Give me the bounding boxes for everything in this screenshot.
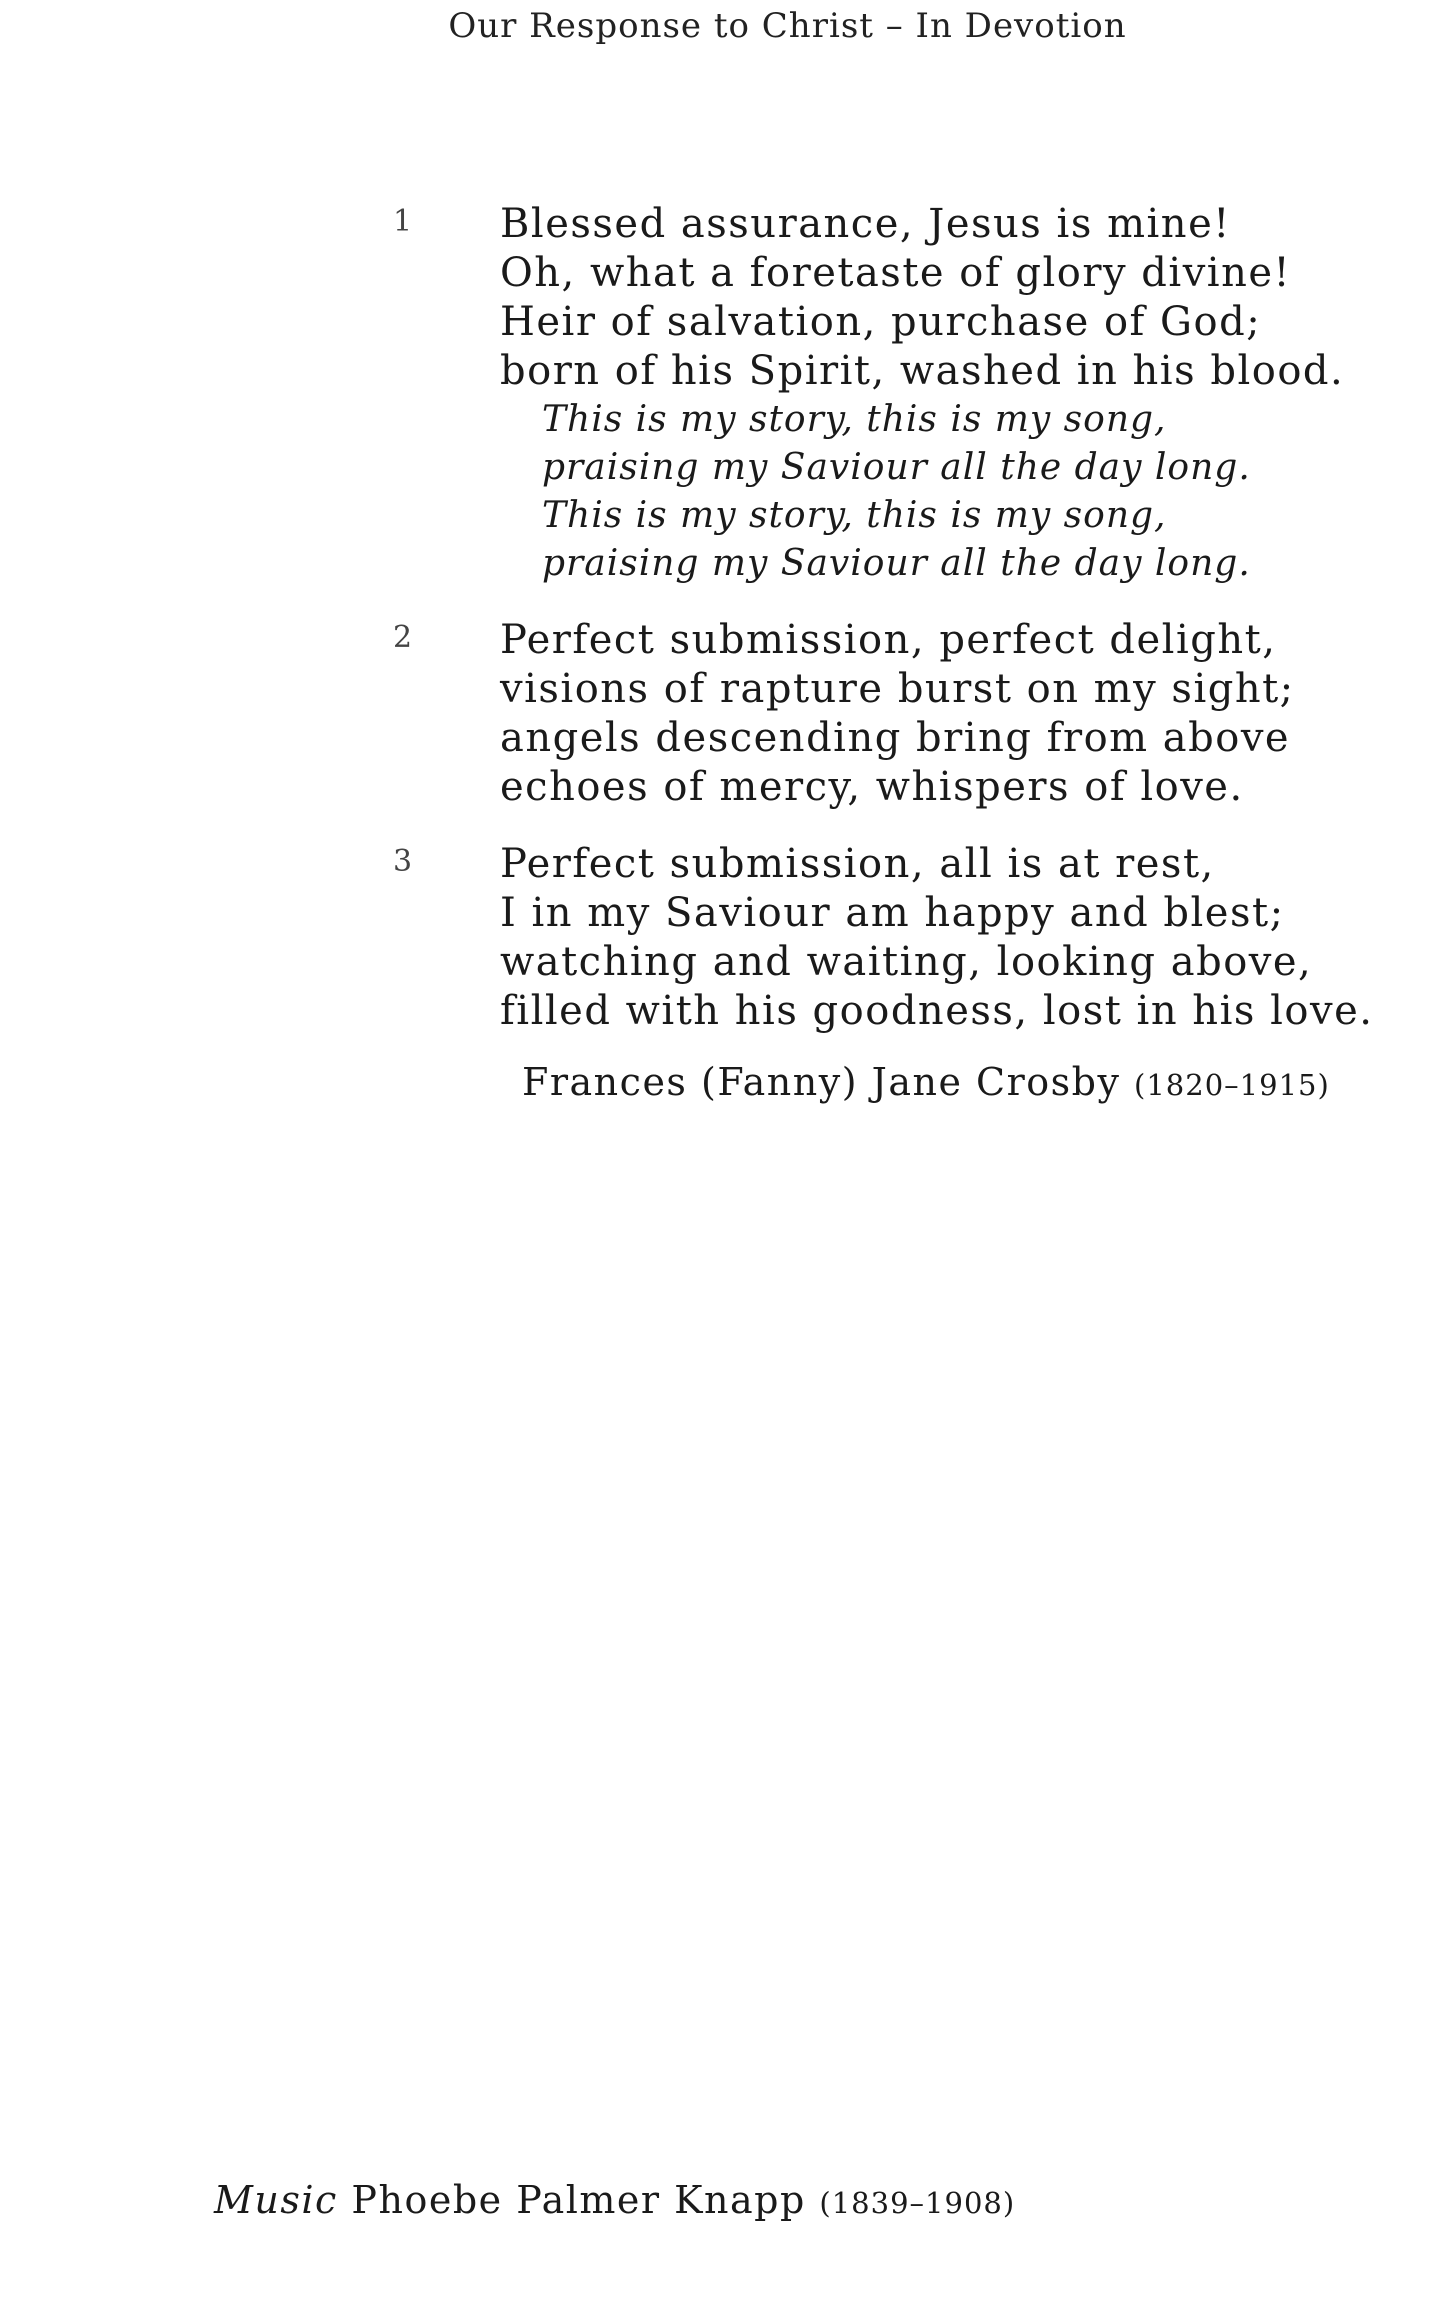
verse-line: Perfect submission, perfect delight, [500, 617, 1277, 663]
verse-2 [0, 616, 1455, 812]
music-credit [214, 2178, 1015, 2222]
verse-line: visions of rapture burst on my sight; [500, 666, 1295, 712]
verse-line: echoes of mercy, whispers of love. [500, 764, 1244, 810]
author-name: Frances (Fanny) Jane Crosby [522, 1060, 1121, 1104]
verse-number: 2 [393, 620, 413, 655]
verse-lines [500, 200, 1455, 588]
music-label: Music [214, 2178, 338, 2222]
verse-line: Blessed assurance, Jesus is mine! [500, 201, 1231, 247]
refrain-line: This is my story, this is my song, [542, 399, 1167, 440]
refrain [500, 396, 1455, 588]
verse-line: Oh, what a foretaste of glory divine! [500, 250, 1292, 296]
verse-line: born of his Spirit, washed in his blood. [500, 348, 1345, 394]
composer-dates: (1839–1908) [819, 2186, 1016, 2220]
verse-line: filled with his goodness, lost in his love. [500, 988, 1374, 1034]
verse-3 [0, 840, 1455, 1036]
verse-number: 1 [393, 204, 413, 239]
verse-line: Perfect submission, all is at rest, [500, 841, 1215, 887]
refrain-line: praising my Saviour all the day long. [542, 447, 1251, 488]
verse-line: I in my Saviour am happy and blest; [500, 890, 1285, 936]
refrain-line: praising my Saviour all the day long. [542, 543, 1251, 584]
running-title: Our Response to Christ – In Devotion [448, 6, 1127, 46]
verse-line: Heir of salvation, purchase of God; [500, 299, 1262, 345]
author-dates: (1820–1915) [1134, 1068, 1330, 1102]
composer-name: Phoebe Palmer Knapp [351, 2178, 806, 2222]
verse-lines [500, 616, 1455, 812]
verse-number: 3 [393, 844, 413, 879]
author-credit [522, 1060, 1330, 1104]
verse-lines [500, 840, 1455, 1036]
verse-line: watching and waiting, looking above, [500, 939, 1313, 985]
refrain-line: This is my story, this is my song, [542, 495, 1167, 536]
verse-1 [0, 200, 1455, 588]
hymn-text [0, 200, 1455, 1064]
verse-line: angels descending bring from above [500, 715, 1291, 761]
